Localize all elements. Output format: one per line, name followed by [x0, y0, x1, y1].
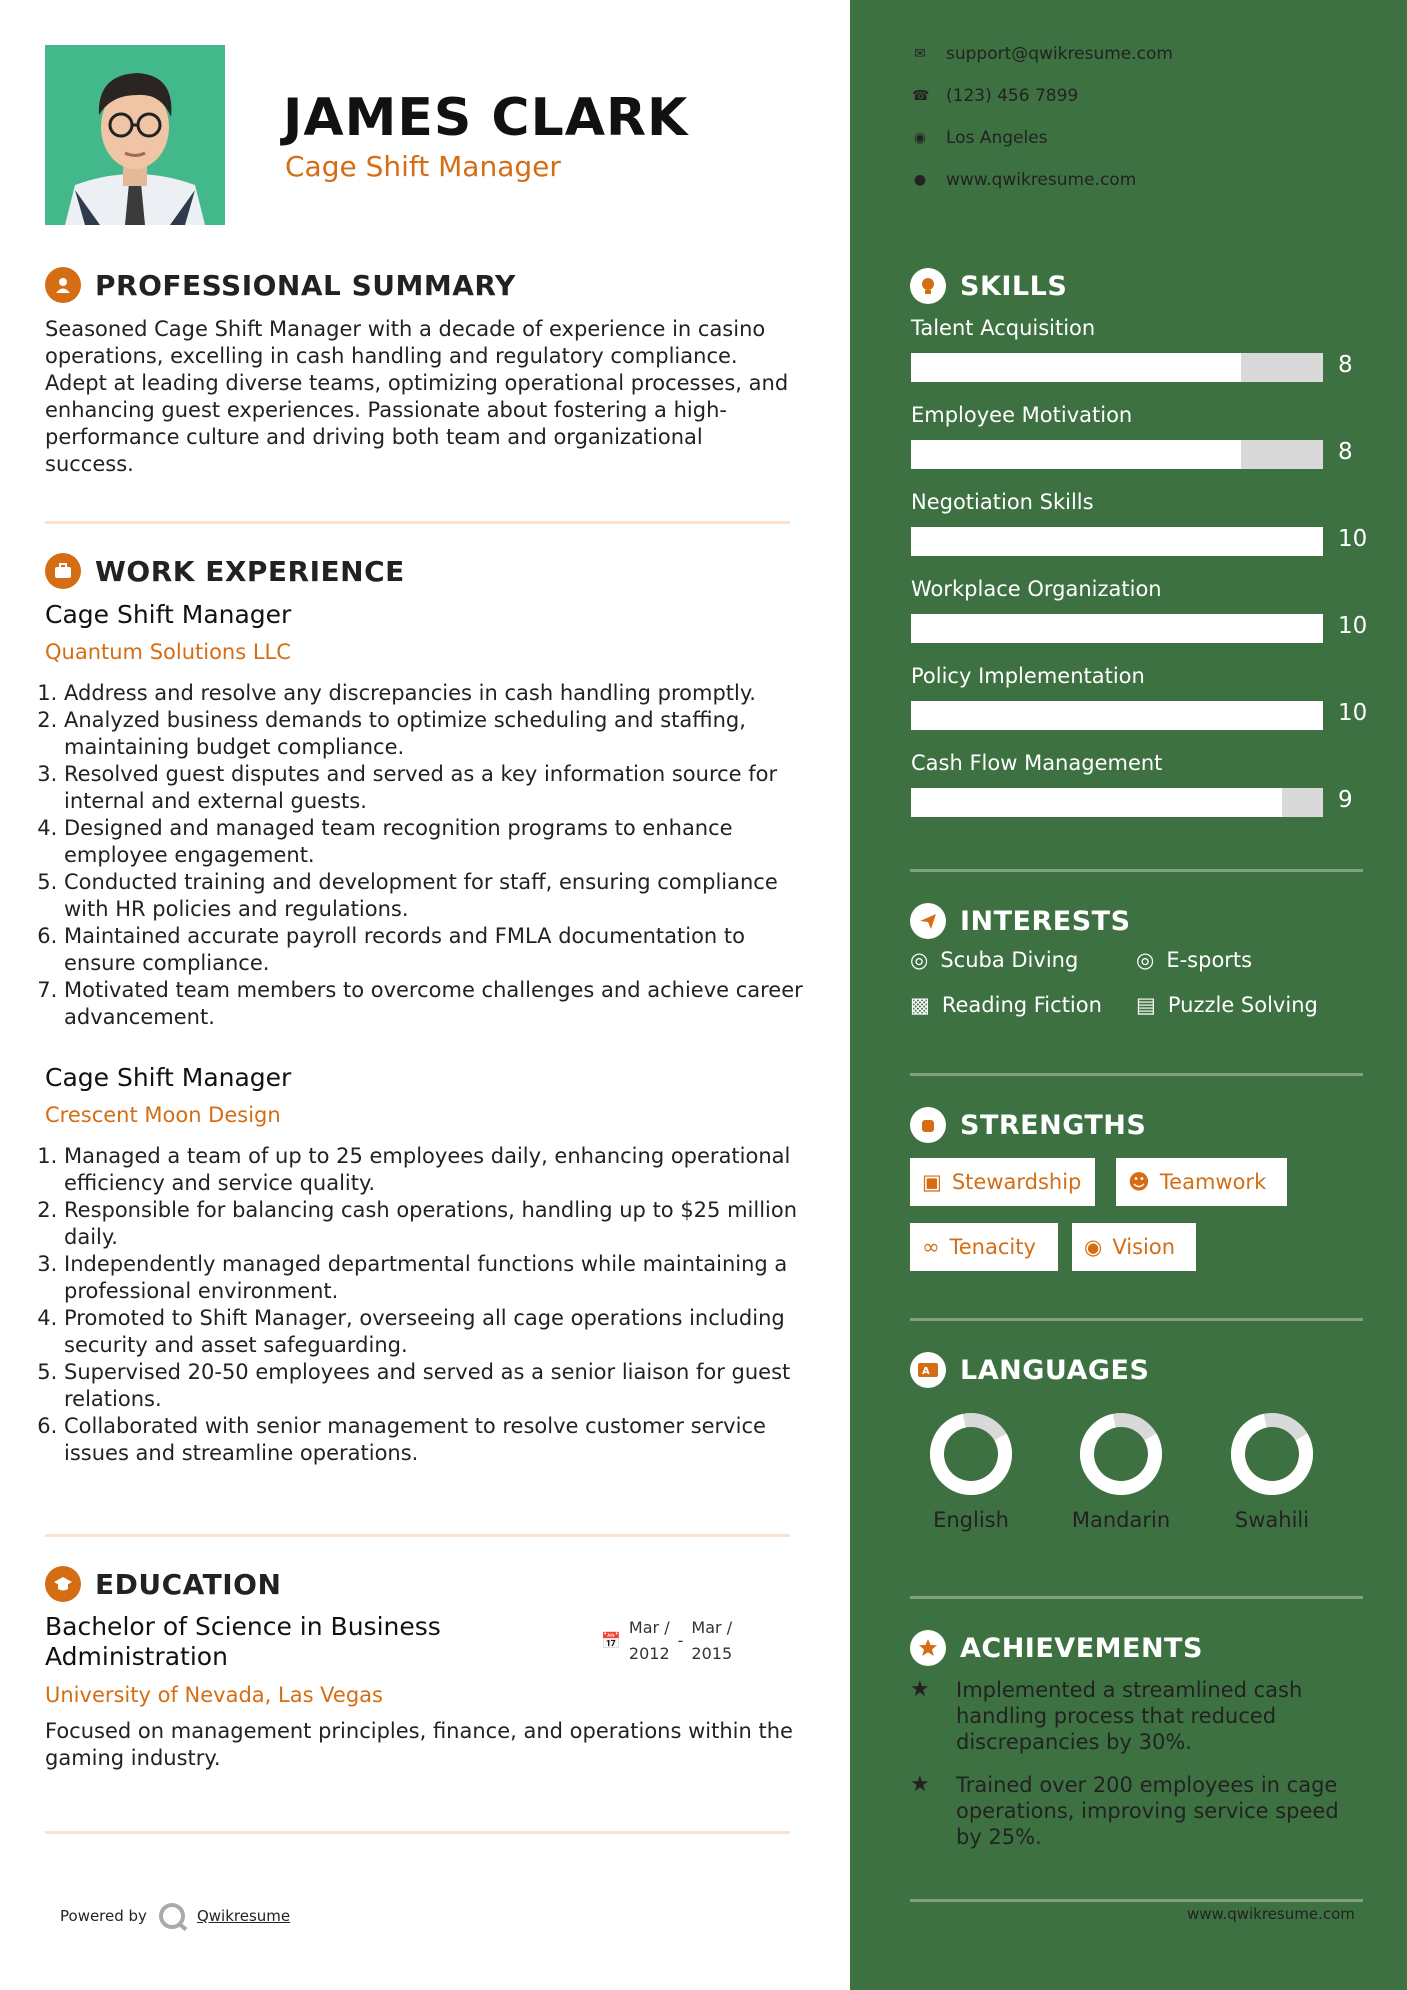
language-level-ring — [1230, 1412, 1314, 1496]
powered-by — [60, 1903, 290, 1929]
skill-bar-fill — [911, 353, 1241, 382]
list-item: 3. Independently managed departmental functions while maintaining a professional environment. — [64, 1251, 814, 1305]
briefcase-icon: ▣ — [922, 1170, 942, 1194]
strength-chip — [910, 1158, 1095, 1206]
list-item: 2. Analyzed business demands to optimize scheduling and staffing, maintaining budget compliance. — [64, 707, 814, 761]
interests-heading — [910, 903, 1131, 939]
achievement-item — [910, 1772, 1350, 1850]
date-separator: - — [677, 1631, 684, 1650]
skill-value: 10 — [1338, 526, 1368, 552]
skill-bar — [911, 353, 1323, 382]
gamepad-icon: ▩ — [910, 993, 930, 1017]
skill-label: Workplace Organization — [911, 577, 1162, 601]
language-item — [1051, 1412, 1191, 1532]
skill-label: Negotiation Skills — [911, 490, 1094, 514]
strength-chip — [1072, 1223, 1196, 1271]
education-start-date — [629, 1615, 670, 1667]
achievement-text: Implemented a streamlined cash handling process that reduced discrepancies by 30%. — [956, 1678, 1303, 1754]
degree-line: Administration — [45, 1642, 228, 1671]
skill-bar — [911, 701, 1323, 730]
skills-heading — [910, 268, 1067, 304]
skill-value: 10 — [1338, 700, 1368, 726]
brand-link[interactable]: Qwikresume — [196, 1907, 291, 1925]
skill-value: 9 — [1338, 787, 1353, 813]
skill-bar — [911, 527, 1323, 556]
skill-bar-fill — [911, 701, 1323, 730]
interest-item — [1136, 948, 1252, 972]
star-badge-icon — [910, 1630, 946, 1666]
skill-bar — [911, 788, 1323, 817]
contact-email[interactable] — [912, 44, 1173, 64]
strength-chip — [1116, 1158, 1287, 1206]
language-level-ring — [1079, 1412, 1163, 1496]
strength-label: Vision — [1112, 1235, 1175, 1259]
list-item: 5. Supervised 20-50 employees and served as a senior liaison for guest relations. — [64, 1359, 814, 1413]
list-item: 3. Resolved guest disputes and served as a key information source for internal and external guests. — [64, 761, 814, 815]
strength-label: Teamwork — [1159, 1170, 1267, 1194]
qwikresume-logo-icon — [159, 1903, 185, 1929]
languages-heading — [910, 1352, 1149, 1388]
summary-heading — [45, 267, 516, 303]
language-label: Swahili — [1234, 1508, 1310, 1532]
date-part: 2015 — [691, 1644, 733, 1663]
list-item: 4. Designed and managed team recognition programs to enhance employee engagement. — [64, 815, 814, 869]
experience-heading-text: WORK EXPERIENCE — [95, 554, 405, 588]
interest-item — [1136, 993, 1318, 1017]
summary-heading-text: PROFESSIONAL SUMMARY — [95, 268, 516, 302]
translate-icon — [910, 1352, 946, 1388]
degree-title — [45, 1612, 441, 1672]
list-item: 2. Responsible for balancing cash operations, handling up to $25 million daily. — [64, 1197, 814, 1251]
school-name: University of Nevada, Las Vegas — [45, 1683, 383, 1707]
degree-line: Bachelor of Science in Business — [45, 1612, 441, 1641]
achievement-item — [910, 1677, 1350, 1755]
skills-heading-text: SKILLS — [960, 270, 1068, 302]
list-item: 1. Managed a team of up to 25 employees daily, enhancing operational efficiency and service quality. — [64, 1143, 814, 1197]
footer-url[interactable]: www.qwikresume.com — [1187, 1905, 1355, 1923]
language-level-ring — [929, 1412, 1013, 1496]
envelope-icon: ✉ — [914, 46, 926, 62]
interest-label: Reading Fiction — [941, 993, 1102, 1017]
job-title: Cage Shift Manager — [45, 600, 292, 629]
candidate-title: Cage Shift Manager — [285, 150, 561, 183]
education-text: Focused on management principles, finance, and operations within the gaming industry. — [45, 1719, 793, 1770]
skill-bar-fill — [911, 614, 1323, 643]
svg-text:A: A — [922, 1366, 931, 1377]
strength-chip — [910, 1223, 1058, 1271]
interest-label: Puzzle Solving — [1167, 993, 1318, 1017]
divider — [910, 1318, 1363, 1321]
contact-website[interactable] — [912, 170, 1136, 190]
paper-plane-icon — [910, 903, 946, 939]
summary-text: Seasoned Cage Shift Manager with a decade of experience in casino operations, excelling in cash handling and regulatory compliance. Adept at leading diverse teams, optimizing operational processes, and enhancing guest experiences. Passionate about fostering a high-performance culture and driving both team and organizational success. — [45, 317, 789, 476]
lifebuoy-icon: ◎ — [910, 948, 929, 972]
calendar-icon: 📅 — [601, 1631, 621, 1650]
job-duties — [45, 680, 814, 1031]
skill-bar — [911, 440, 1323, 469]
job-company: Crescent Moon Design — [45, 1103, 281, 1127]
user-icon — [45, 267, 81, 303]
interests-heading-text: INTERESTS — [960, 905, 1131, 937]
skill-label: Cash Flow Management — [911, 751, 1163, 775]
strengths-heading — [910, 1107, 1146, 1143]
skill-label: Policy Implementation — [911, 664, 1145, 688]
language-label: Mandarin — [1071, 1508, 1171, 1532]
interest-item — [910, 948, 1078, 972]
list-item: 1. Address and resolve any discrepancies in cash handling promptly. — [64, 680, 814, 707]
list-item: 4. Promoted to Shift Manager, overseeing all cage operations including security and asset safeguarding. — [64, 1305, 814, 1359]
job-title: Cage Shift Manager — [45, 1063, 292, 1092]
link-icon: ∞ — [922, 1235, 940, 1259]
skill-label: Talent Acquisition — [911, 316, 1096, 340]
skill-bar-fill — [911, 527, 1323, 556]
education-end-date — [691, 1615, 732, 1667]
shooting-star-icon: ★ — [910, 1772, 930, 1797]
strengths-heading-text: STRENGTHS — [960, 1109, 1147, 1141]
interest-item — [910, 993, 1102, 1017]
divider — [45, 521, 790, 524]
interest-label: Scuba Diving — [940, 948, 1079, 972]
candidate-name: JAMES CLARK — [283, 88, 689, 148]
education-date — [601, 1615, 732, 1667]
list-item: 5. Conducted training and development for staff, ensuring compliance with HR policies and regulations. — [64, 869, 814, 923]
fist-icon — [910, 1107, 946, 1143]
education-heading — [45, 1566, 281, 1602]
language-item — [901, 1412, 1041, 1532]
graduation-cap-icon — [45, 1566, 81, 1602]
binoculars-icon: ◉ — [1084, 1235, 1103, 1259]
interest-label: E-sports — [1166, 948, 1253, 972]
date-part: Mar / — [691, 1618, 733, 1637]
location-pin-icon: ◉ — [913, 130, 927, 146]
skill-value: 8 — [1338, 439, 1353, 465]
divider — [910, 1899, 1363, 1902]
lightbulb-icon — [910, 268, 946, 304]
phone-icon: ☎ — [912, 88, 930, 104]
achievements-heading — [910, 1630, 1203, 1666]
contact-location-text: Los Angeles — [946, 128, 1048, 148]
education-heading-text: EDUCATION — [95, 1567, 282, 1601]
contact-location — [912, 128, 1048, 148]
divider — [910, 869, 1363, 872]
divider — [910, 1596, 1363, 1599]
language-item — [1202, 1412, 1342, 1532]
contact-phone[interactable] — [912, 86, 1078, 106]
list-item: 6. Collaborated with senior management to resolve customer service issues and streamline operations. — [64, 1413, 814, 1467]
skill-label: Employee Motivation — [911, 403, 1133, 427]
date-part: Mar / — [628, 1618, 670, 1637]
languages-heading-text: LANGUAGES — [960, 1354, 1150, 1386]
lifebuoy-icon: ◎ — [1136, 948, 1155, 972]
skill-bar-fill — [911, 788, 1282, 817]
divider — [910, 1073, 1363, 1076]
list-item: 7. Motivated team members to overcome challenges and achieve career advancement. — [64, 977, 814, 1031]
contact-email-text: support@qwikresume.com — [946, 44, 1173, 64]
skill-bar-fill — [911, 440, 1241, 469]
shooting-star-icon: ★ — [910, 1677, 930, 1702]
list-item: 6. Maintained accurate payroll records and FMLA documentation to ensure compliance. — [64, 923, 814, 977]
job-duties — [45, 1143, 814, 1467]
profile-photo — [45, 45, 225, 225]
divider — [45, 1534, 790, 1537]
skill-value: 10 — [1338, 613, 1368, 639]
experience-heading — [45, 553, 405, 589]
achievement-text: Trained over 200 employees in cage operations, improving service speed by 25%. — [956, 1773, 1339, 1849]
users-icon: ☻ — [1128, 1170, 1150, 1194]
date-part: 2012 — [628, 1644, 670, 1663]
job-company: Quantum Solutions LLC — [45, 640, 291, 664]
globe-icon: ● — [913, 172, 927, 188]
skill-bar — [911, 614, 1323, 643]
strength-label: Tenacity — [949, 1235, 1036, 1259]
briefcase-icon — [45, 553, 81, 589]
divider — [45, 1831, 790, 1834]
contact-website-text: www.qwikresume.com — [946, 170, 1137, 190]
skill-value: 8 — [1338, 352, 1353, 378]
powered-by-label: Powered by — [60, 1907, 147, 1925]
language-label: English — [933, 1508, 1009, 1532]
strength-label: Stewardship — [951, 1170, 1082, 1194]
book-icon: ▤ — [1136, 993, 1156, 1017]
achievements-heading-text: ACHIEVEMENTS — [960, 1632, 1203, 1664]
contact-phone-text: (123) 456 7899 — [946, 86, 1079, 106]
